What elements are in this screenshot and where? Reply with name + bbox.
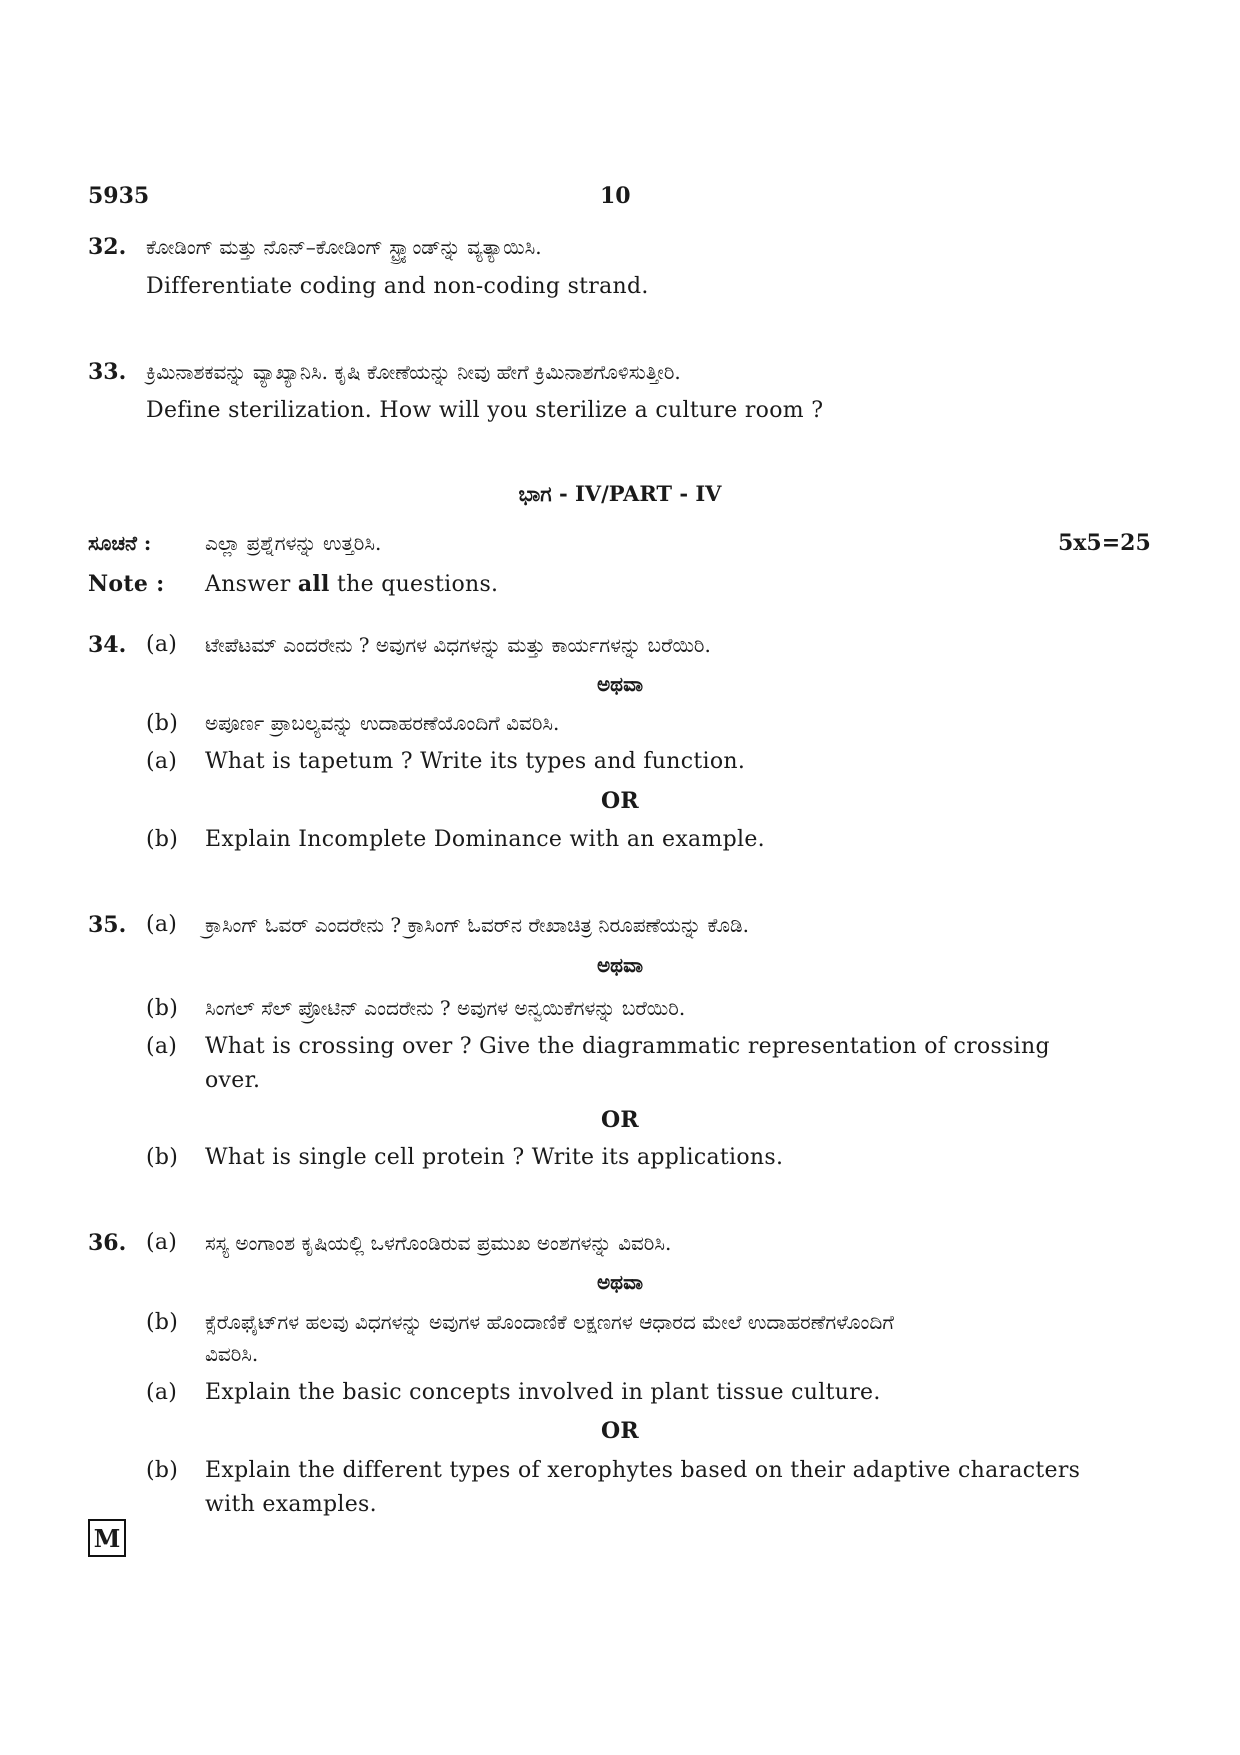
option-a-label: (a)	[146, 912, 178, 937]
option-b-label: (b)	[146, 711, 179, 736]
paper-code: 5935	[88, 183, 150, 209]
option-a-label: (a)	[146, 1034, 178, 1059]
note-text: Answer all the questions.	[205, 571, 499, 597]
question-36b-kannada-line2: ವಿವರಿಸಿ.	[205, 1342, 259, 1366]
or-kannada: ಅಥವಾ	[597, 672, 643, 696]
option-a-label: (a)	[146, 749, 178, 774]
question-34b-kannada: ಅಪೂರ್ಣ ಪ್ರಾಬಲ್ಯವನ್ನು ಉದಾಹರಣೆಯೊಂದಿಗೆ ವಿವರಿಸಿ.	[205, 711, 560, 735]
question-35a-english-line1: What is crossing over ? Give the diagrammatic representation of crossing	[205, 1034, 1050, 1059]
question-36a-english: Explain the basic concepts involved in plant tissue culture.	[205, 1380, 881, 1405]
option-a-label: (a)	[146, 632, 178, 657]
question-35a-english-line2: over.	[205, 1068, 261, 1093]
question-36a-kannada: ಸಸ್ಯ ಅಂಗಾಂಶ ಕೃಷಿಯಲ್ಲಿ ಒಳಗೊಂಡಿರುವ ಪ್ರಮುಖ ಅಂಶಗಳನ್ನು ವಿವರಿಸಿ.	[205, 1231, 672, 1255]
option-b-label: (b)	[146, 1145, 179, 1170]
question-34b-english: Explain Incomplete Dominance with an example.	[205, 827, 765, 852]
option-b-label: (b)	[146, 1310, 179, 1335]
question-number-34: 34.	[88, 632, 127, 658]
page-number: 10	[600, 183, 631, 209]
question-34a-kannada: ಟೇಪೆಟಮ್ ಎಂದರೇನು ? ಅವುಗಳ ವಿಧಗಳನ್ನು ಮತ್ತು ಕಾರ್ಯಗಳನ್ನು ಬರೆಯಿರಿ.	[205, 633, 711, 657]
question-33-kannada: ಕ್ರಿಮಿನಾಶಕವನ್ನು ವ್ಯಾಖ್ಯಾನಿಸಿ. ಕೃಷಿ ಕೋಣೆಯನ್ನು ನೀವು ಹೇಗೆ ಕ್ರಿಮಿನಾಶಗೊಳಿಸುತ್ತೀರಿ.	[146, 360, 681, 384]
note-label: Note :	[88, 571, 165, 597]
marks-scheme: 5x5=25	[1058, 530, 1151, 556]
question-32-kannada: ಕೋಡಿಂಗ್ ಮತ್ತು ನೊನ್–ಕೋಡಿಂಗ್ ಸ್ಟ್ರ್ಯಾಂಡ್‌ನ್ನು ವ್ಯತ್ಯಾಯಿಸಿ.	[146, 235, 542, 259]
or-kannada: ಅಥವಾ	[597, 1270, 643, 1294]
medium-mark-box: M	[88, 1519, 126, 1557]
option-b-label: (b)	[146, 1458, 179, 1483]
option-b-label: (b)	[146, 996, 179, 1021]
question-35a-kannada: ಕ್ರಾಸಿಂಗ್ ಓವರ್ ಎಂದರೇನು ? ಕ್ರಾಸಿಂಗ್ ಓವರ್‌ನ ರೇಖಾಚಿತ್ರ ನಿರೂಪಣೆಯನ್ನು ಕೊಡಿ.	[205, 913, 750, 937]
option-a-label: (a)	[146, 1380, 178, 1405]
question-number-35: 35.	[88, 912, 127, 938]
question-34a-english: What is tapetum ? Write its types and function.	[205, 749, 746, 774]
question-33-english: Define sterilization. How will you sterilize a culture room ?	[146, 398, 824, 423]
question-36b-kannada-line1: ಕ್ಸೆರೊಫೈಟ್‌ಗಳ ಹಲವು ವಿಧಗಳನ್ನು ಅವುಗಳ ಹೊಂದಾಣಿಕೆ ಲಕ್ಷಣಗಳ ಆಧಾರದ ಮೇಲೆ ಉದಾಹರಣೆಗಳೊಂದಿಗೆ	[205, 1310, 894, 1334]
option-b-label: (b)	[146, 827, 179, 852]
question-36b-english-line2: with examples.	[205, 1492, 377, 1517]
part-title: ಭಾಗ - IV/PART - IV	[518, 481, 722, 506]
instruction-kannada: ಎಲ್ಲಾ ಪ್ರಶ್ನೆಗಳನ್ನು ಉತ್ತರಿಸಿ.	[205, 531, 382, 555]
question-35b-english: What is single cell protein ? Write its applications.	[205, 1145, 784, 1170]
question-number-32: 32.	[88, 234, 127, 260]
or-english: OR	[600, 788, 640, 814]
instruction-label-kannada: ಸೂಚನೆ :	[88, 531, 152, 555]
question-number-36: 36.	[88, 1230, 127, 1256]
question-number-33: 33.	[88, 359, 127, 385]
question-35b-kannada: ಸಿಂಗಲ್ ಸೆಲ್ ಪ್ರೋಟಿನ್ ಎಂದರೇನು ? ಅವುಗಳ ಅನ್ವಯಿಕೆಗಳನ್ನು ಬರೆಯಿರಿ.	[205, 996, 686, 1020]
question-36b-english-line1: Explain the different types of xerophytes based on their adaptive characters	[205, 1458, 1081, 1483]
or-english: OR	[600, 1107, 640, 1133]
option-a-label: (a)	[146, 1230, 178, 1255]
question-32-english: Differentiate coding and non-coding strand.	[146, 274, 649, 299]
or-kannada: ಅಥವಾ	[597, 953, 643, 977]
or-english: OR	[600, 1418, 640, 1444]
